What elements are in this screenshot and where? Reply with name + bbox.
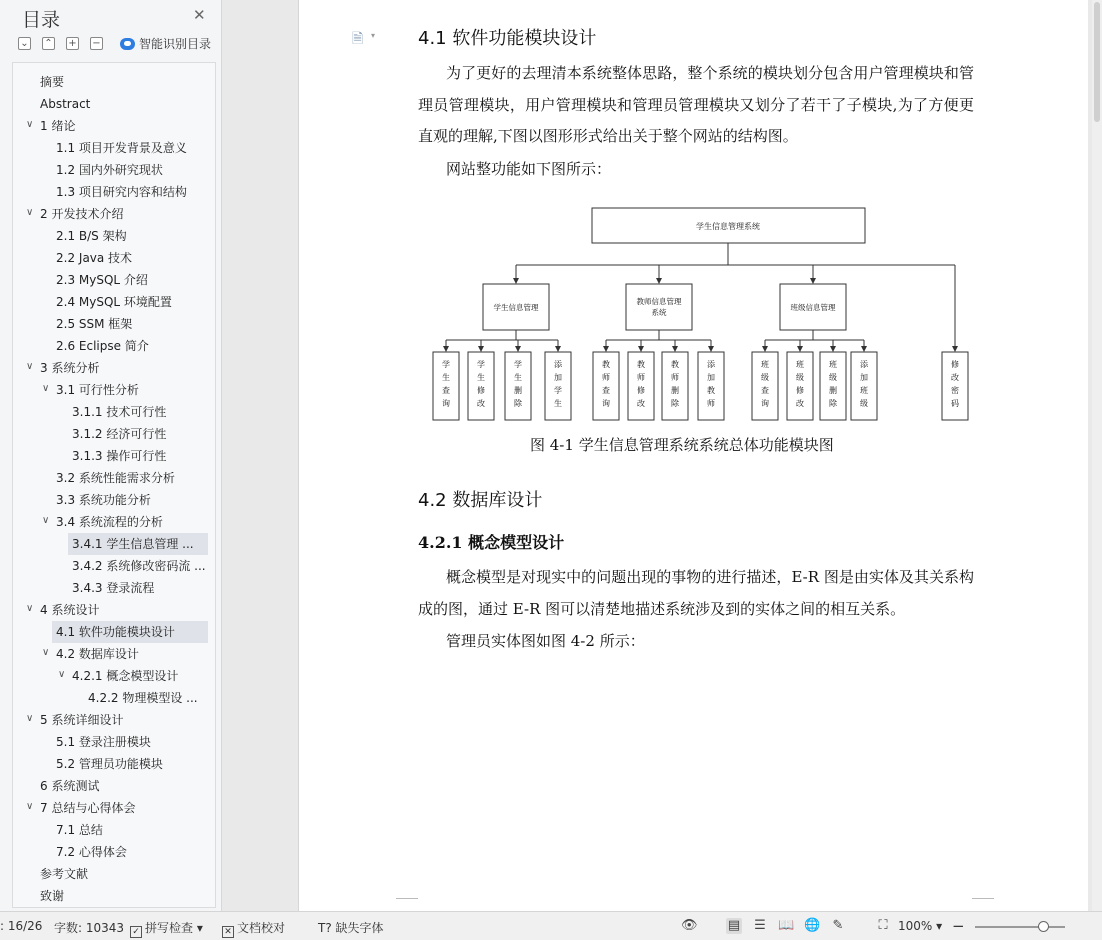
diagram-arrowhead: [603, 346, 609, 352]
scrollbar-thumb[interactable]: [1094, 2, 1100, 122]
toc-item[interactable]: 3.1.3 操作可行性: [72, 449, 167, 463]
diagram-leaf-char: 删: [671, 386, 679, 395]
diagram-leaf-char: 教: [602, 360, 610, 369]
toc-panel: [0, 0, 222, 911]
diagram-leaf-char: 询: [761, 399, 769, 408]
chevron-down-icon[interactable]: ∨: [58, 669, 66, 680]
diagram-leaf-char: 询: [442, 399, 450, 408]
proofread-button[interactable]: [222, 919, 285, 938]
diagram-leaf-char: 改: [796, 399, 804, 408]
diagram-leaf-char: 班: [860, 386, 868, 395]
diagram-leaf-char: 修: [637, 386, 645, 395]
toc-item[interactable]: 7 总结与心得体会: [40, 801, 136, 815]
toc-item[interactable]: 6 系统测试: [40, 779, 100, 793]
chevron-down-icon[interactable]: ∨: [26, 361, 34, 372]
diagram-group-label: 系统: [651, 308, 667, 317]
diagram-leaf-char: 级: [761, 373, 769, 382]
chevron-down-icon[interactable]: ∨: [42, 515, 50, 526]
diagram-leaf-char: 级: [829, 373, 837, 382]
toc-item[interactable]: 3 系统分析: [40, 361, 100, 375]
diagram-leaf-char: 师: [602, 373, 610, 382]
diagram-leaf-char: 生: [554, 399, 562, 408]
toc-item[interactable]: 3.4.2 系统修改密码流 ...: [72, 559, 206, 573]
toc-item[interactable]: 1.3 项目研究内容和结构: [56, 185, 187, 199]
chevron-down-icon[interactable]: ∨: [42, 647, 50, 658]
paragraph-4-2-1: 概念模型是对现实中的问题出现的事物的进行描述，E-R 图是由实体及其关系构成的图，通过 E-R 图可以清楚地描述系统涉及到的实体之间的相互关系。: [418, 568, 974, 618]
toc-item[interactable]: 3.4.3 登录流程: [72, 581, 155, 595]
zoom-level-label: 100%: [898, 919, 933, 933]
zoom-slider[interactable]: [975, 926, 1065, 928]
diagram-leaf-char: 查: [602, 386, 610, 395]
fit-page-icon[interactable]: ⛶: [878, 918, 888, 933]
toc-item[interactable]: 7.2 心得体会: [56, 845, 127, 859]
diagram-leaf-char: 加: [707, 373, 715, 382]
toc-item[interactable]: 致谢: [40, 889, 65, 903]
diagram-arrowhead: [478, 346, 484, 352]
paragraph-4-2-1-b: 管理员实体图如图 4-2 所示：: [446, 632, 645, 650]
figure-caption: 图 4-1 学生信息管理系统系统总体功能模块图: [530, 436, 834, 454]
page-indicator[interactable]: : 16/26: [0, 919, 43, 933]
toc-item[interactable]: 3.1 可行性分析: [56, 383, 139, 397]
zoom-level[interactable]: 100% ▾: [898, 919, 943, 933]
diagram-leaf-char: 加: [554, 373, 562, 382]
page-corner-mark: [396, 898, 418, 908]
diagram-arrowhead: [638, 346, 644, 352]
document-icon[interactable]: 🗎: [352, 31, 364, 47]
diagram-leaf-char: 教: [671, 360, 679, 369]
missing-font-button[interactable]: [318, 919, 384, 936]
toc-item[interactable]: 3.4.1 学生信息管理 ...: [68, 533, 208, 555]
diagram-leaf-char: 询: [602, 399, 610, 408]
diagram-arrowhead: [762, 346, 768, 352]
toc-item[interactable]: 1.2 国内外研究现状: [56, 163, 163, 177]
toc-item[interactable]: 3.3 系统功能分析: [56, 493, 151, 507]
diagram-leaf-char: 加: [860, 373, 868, 382]
smart-toc-button[interactable]: [120, 35, 211, 52]
diagram-arrowhead: [830, 346, 836, 352]
diagram-leaf-char: 生: [477, 373, 485, 382]
web-view-icon[interactable]: 🌐: [804, 918, 821, 933]
outline-view-icon[interactable]: ☰: [754, 918, 766, 933]
diagram-leaf-char: 修: [477, 386, 485, 395]
toc-item[interactable]: 摘要: [40, 75, 65, 89]
collapse-all-icon[interactable]: ⌄: [18, 37, 31, 50]
toc-item[interactable]: 2.3 MySQL 介绍: [56, 273, 148, 287]
diagram-arrowhead: [513, 278, 519, 284]
diagram-leaf-char: 添: [707, 360, 715, 369]
status-bar: [0, 911, 1102, 940]
diagram-group-label: 学生信息管理: [493, 303, 539, 312]
diagram-leaf-char: 查: [442, 386, 450, 395]
toc-list-box: [12, 62, 216, 908]
toc-item[interactable]: 2.6 Eclipse 简介: [56, 339, 149, 353]
toc-item[interactable]: 4.2.2 物理模型设 ...: [88, 691, 198, 705]
diagram-group-node: [626, 284, 692, 330]
toc-item[interactable]: 3.4 系统流程的分析: [56, 515, 163, 529]
toc-item[interactable]: 7.1 总结: [56, 823, 103, 837]
diagram-arrowhead: [861, 346, 867, 352]
checkbox-icon: ✓: [130, 926, 142, 938]
toc-item[interactable]: 4 系统设计: [40, 603, 100, 617]
diagram-leaf-char: 级: [796, 373, 804, 382]
diagram-leaf-char: 除: [829, 399, 837, 408]
diagram-arrowhead: [708, 346, 714, 352]
diagram-leaf-char: 教: [707, 386, 715, 395]
chevron-down-icon[interactable]: ∨: [26, 713, 34, 724]
smart-toc-label: 智能识别目录: [139, 37, 212, 51]
spellcheck-label: 拼写检查: [145, 921, 194, 935]
toc-item[interactable]: 1.1 项目开发背景及意义: [56, 141, 187, 155]
chevron-down-icon[interactable]: ∨: [26, 119, 34, 130]
chevron-down-icon[interactable]: ∨: [26, 207, 34, 218]
diagram-group-label: 班级信息管理: [790, 303, 836, 312]
remove-heading-icon[interactable]: −: [90, 37, 103, 50]
add-heading-icon[interactable]: +: [66, 37, 79, 50]
heading-4-1: 4.1 软件功能模块设计: [418, 28, 597, 49]
diagram-leaf-char: 学: [514, 360, 522, 369]
proofread-label: 文档校对: [237, 921, 286, 935]
page-corner-mark: [972, 898, 994, 908]
toc-item[interactable]: 5.2 管理员功能模块: [56, 757, 163, 771]
diagram-arrowhead: [656, 278, 662, 284]
diagram-leaf-char: 删: [514, 386, 522, 395]
diagram-leaf-char: 查: [761, 386, 769, 395]
toc-item[interactable]: 4.1 软件功能模块设计: [52, 621, 208, 643]
toc-title: 目录: [22, 9, 61, 31]
chevron-down-icon[interactable]: ∨: [26, 603, 34, 614]
chevron-down-icon[interactable]: ∨: [26, 801, 34, 812]
diagram-leaf-char: 改: [477, 399, 485, 408]
proofread-icon: ✕: [222, 926, 234, 938]
diagram-arrowhead: [555, 346, 561, 352]
diagram-leaf-char: 添: [554, 360, 562, 369]
diagram-leaf-char: 改: [637, 399, 645, 408]
word-count[interactable]: 字数: 10343: [54, 921, 125, 935]
close-icon[interactable]: ✕: [193, 6, 206, 24]
diagram-leaf-char: 师: [707, 399, 715, 408]
diagram-leaf-char: 班: [796, 360, 804, 369]
diagram-root-label: 学生信息管理系统: [696, 222, 760, 231]
missing-font-label: 缺失字体: [335, 921, 384, 935]
diagram-leaf-char: 教: [637, 360, 645, 369]
diagram-leaf-char: 除: [671, 399, 679, 408]
diagram-leaf-char: 班: [829, 360, 837, 369]
page-view-icon[interactable]: ▤: [727, 918, 741, 933]
pen-icon[interactable]: ✎: [832, 918, 844, 933]
diagram-arrowhead: [797, 346, 803, 352]
diagram-leaf-char: 师: [671, 373, 679, 382]
diagram-arrowhead: [443, 346, 449, 352]
chevron-down-icon[interactable]: ▾: [371, 31, 376, 40]
diagram-arrowhead: [810, 278, 816, 284]
diagram-leaf-char: 修: [796, 386, 804, 395]
toc-item[interactable]: Abstract: [40, 97, 91, 111]
vertical-scrollbar[interactable]: [1092, 0, 1102, 911]
diagram-arrowhead: [952, 346, 958, 352]
toc-item[interactable]: 3.1.2 经济可行性: [72, 427, 167, 441]
toc-item[interactable]: 5.1 登录注册模块: [56, 735, 151, 749]
zoom-slider-handle[interactable]: [1038, 921, 1049, 932]
diagram-leaf-char: 添: [860, 360, 868, 369]
diagram-arrowhead: [515, 346, 521, 352]
diagram-leaf-char: 生: [442, 373, 450, 382]
paragraph-4-1-b: 网站整功能如下图所示：: [446, 160, 612, 178]
toc-item[interactable]: 2.5 SSM 框架: [56, 317, 133, 331]
spellcheck-button[interactable]: ✓ 拼写检查 ▾: [130, 919, 203, 938]
diagram-leaf-char: 修: [951, 360, 959, 369]
toc-item[interactable]: 3.2 系统性能需求分析: [56, 471, 175, 485]
toc-item[interactable]: 1 绪论: [40, 119, 76, 133]
zoom-out-icon[interactable]: −: [952, 917, 965, 935]
expand-up-icon[interactable]: ⌃: [42, 37, 55, 50]
diagram-leaf-char: 师: [637, 373, 645, 382]
page-margin-area: [222, 0, 297, 911]
diagram-group-label: 教师信息管理: [636, 297, 682, 306]
diagram-leaf-char: 学: [442, 360, 450, 369]
diagram-leaf-char: 级: [860, 399, 868, 408]
toc-item[interactable]: 2.1 B/S 架构: [56, 229, 127, 243]
toc-item[interactable]: 4.2 数据库设计: [56, 647, 139, 661]
chevron-down-icon[interactable]: ∨: [42, 383, 50, 394]
reading-view-icon[interactable]: 📖: [778, 918, 795, 933]
toc-item[interactable]: 5 系统详细设计: [40, 713, 124, 727]
toc-item[interactable]: 4.2.1 概念模型设计: [72, 669, 179, 683]
diagram-leaf-char: 生: [514, 373, 522, 382]
toc-item[interactable]: 3.1.1 技术可行性: [72, 405, 167, 419]
toc-item[interactable]: 2 开发技术介绍: [40, 207, 124, 221]
diagram-leaf-char: 改: [951, 373, 959, 382]
diagram-leaf-char: 密: [951, 386, 959, 395]
toc-item[interactable]: 2.2 Java 技术: [56, 251, 133, 265]
toc-item[interactable]: 2.4 MySQL 环境配置: [56, 295, 172, 309]
paragraph-4-1: 为了更好的去理清本系统整体思路，整个系统的模块划分包含用户管理模块和管理员管理模块，用户管理模块和管理员管理模块又划分了若干了子模块,为了方便更直观的理解,下图以图形形式给出关于整个网站的结构图。: [418, 64, 974, 145]
diagram-leaf-char: 删: [829, 386, 837, 395]
missing-font-icon: T?: [318, 921, 332, 935]
heading-4-2-1: 4.2.1 概念模型设计: [418, 533, 565, 552]
diagram-leaf-char: 班: [761, 360, 769, 369]
eye-protection-icon[interactable]: 👁: [681, 918, 698, 933]
smart-toc-icon: [120, 38, 135, 50]
function-module-diagram: [425, 204, 975, 426]
diagram-leaf-char: 学: [554, 386, 562, 395]
diagram-arrowhead: [672, 346, 678, 352]
heading-4-2: 4.2 数据库设计: [418, 490, 543, 511]
diagram-leaf-char: 除: [514, 399, 522, 408]
toc-item[interactable]: 参考文献: [40, 867, 89, 881]
diagram-leaf-char: 学: [477, 360, 485, 369]
diagram-leaf-char: 码: [951, 399, 959, 408]
